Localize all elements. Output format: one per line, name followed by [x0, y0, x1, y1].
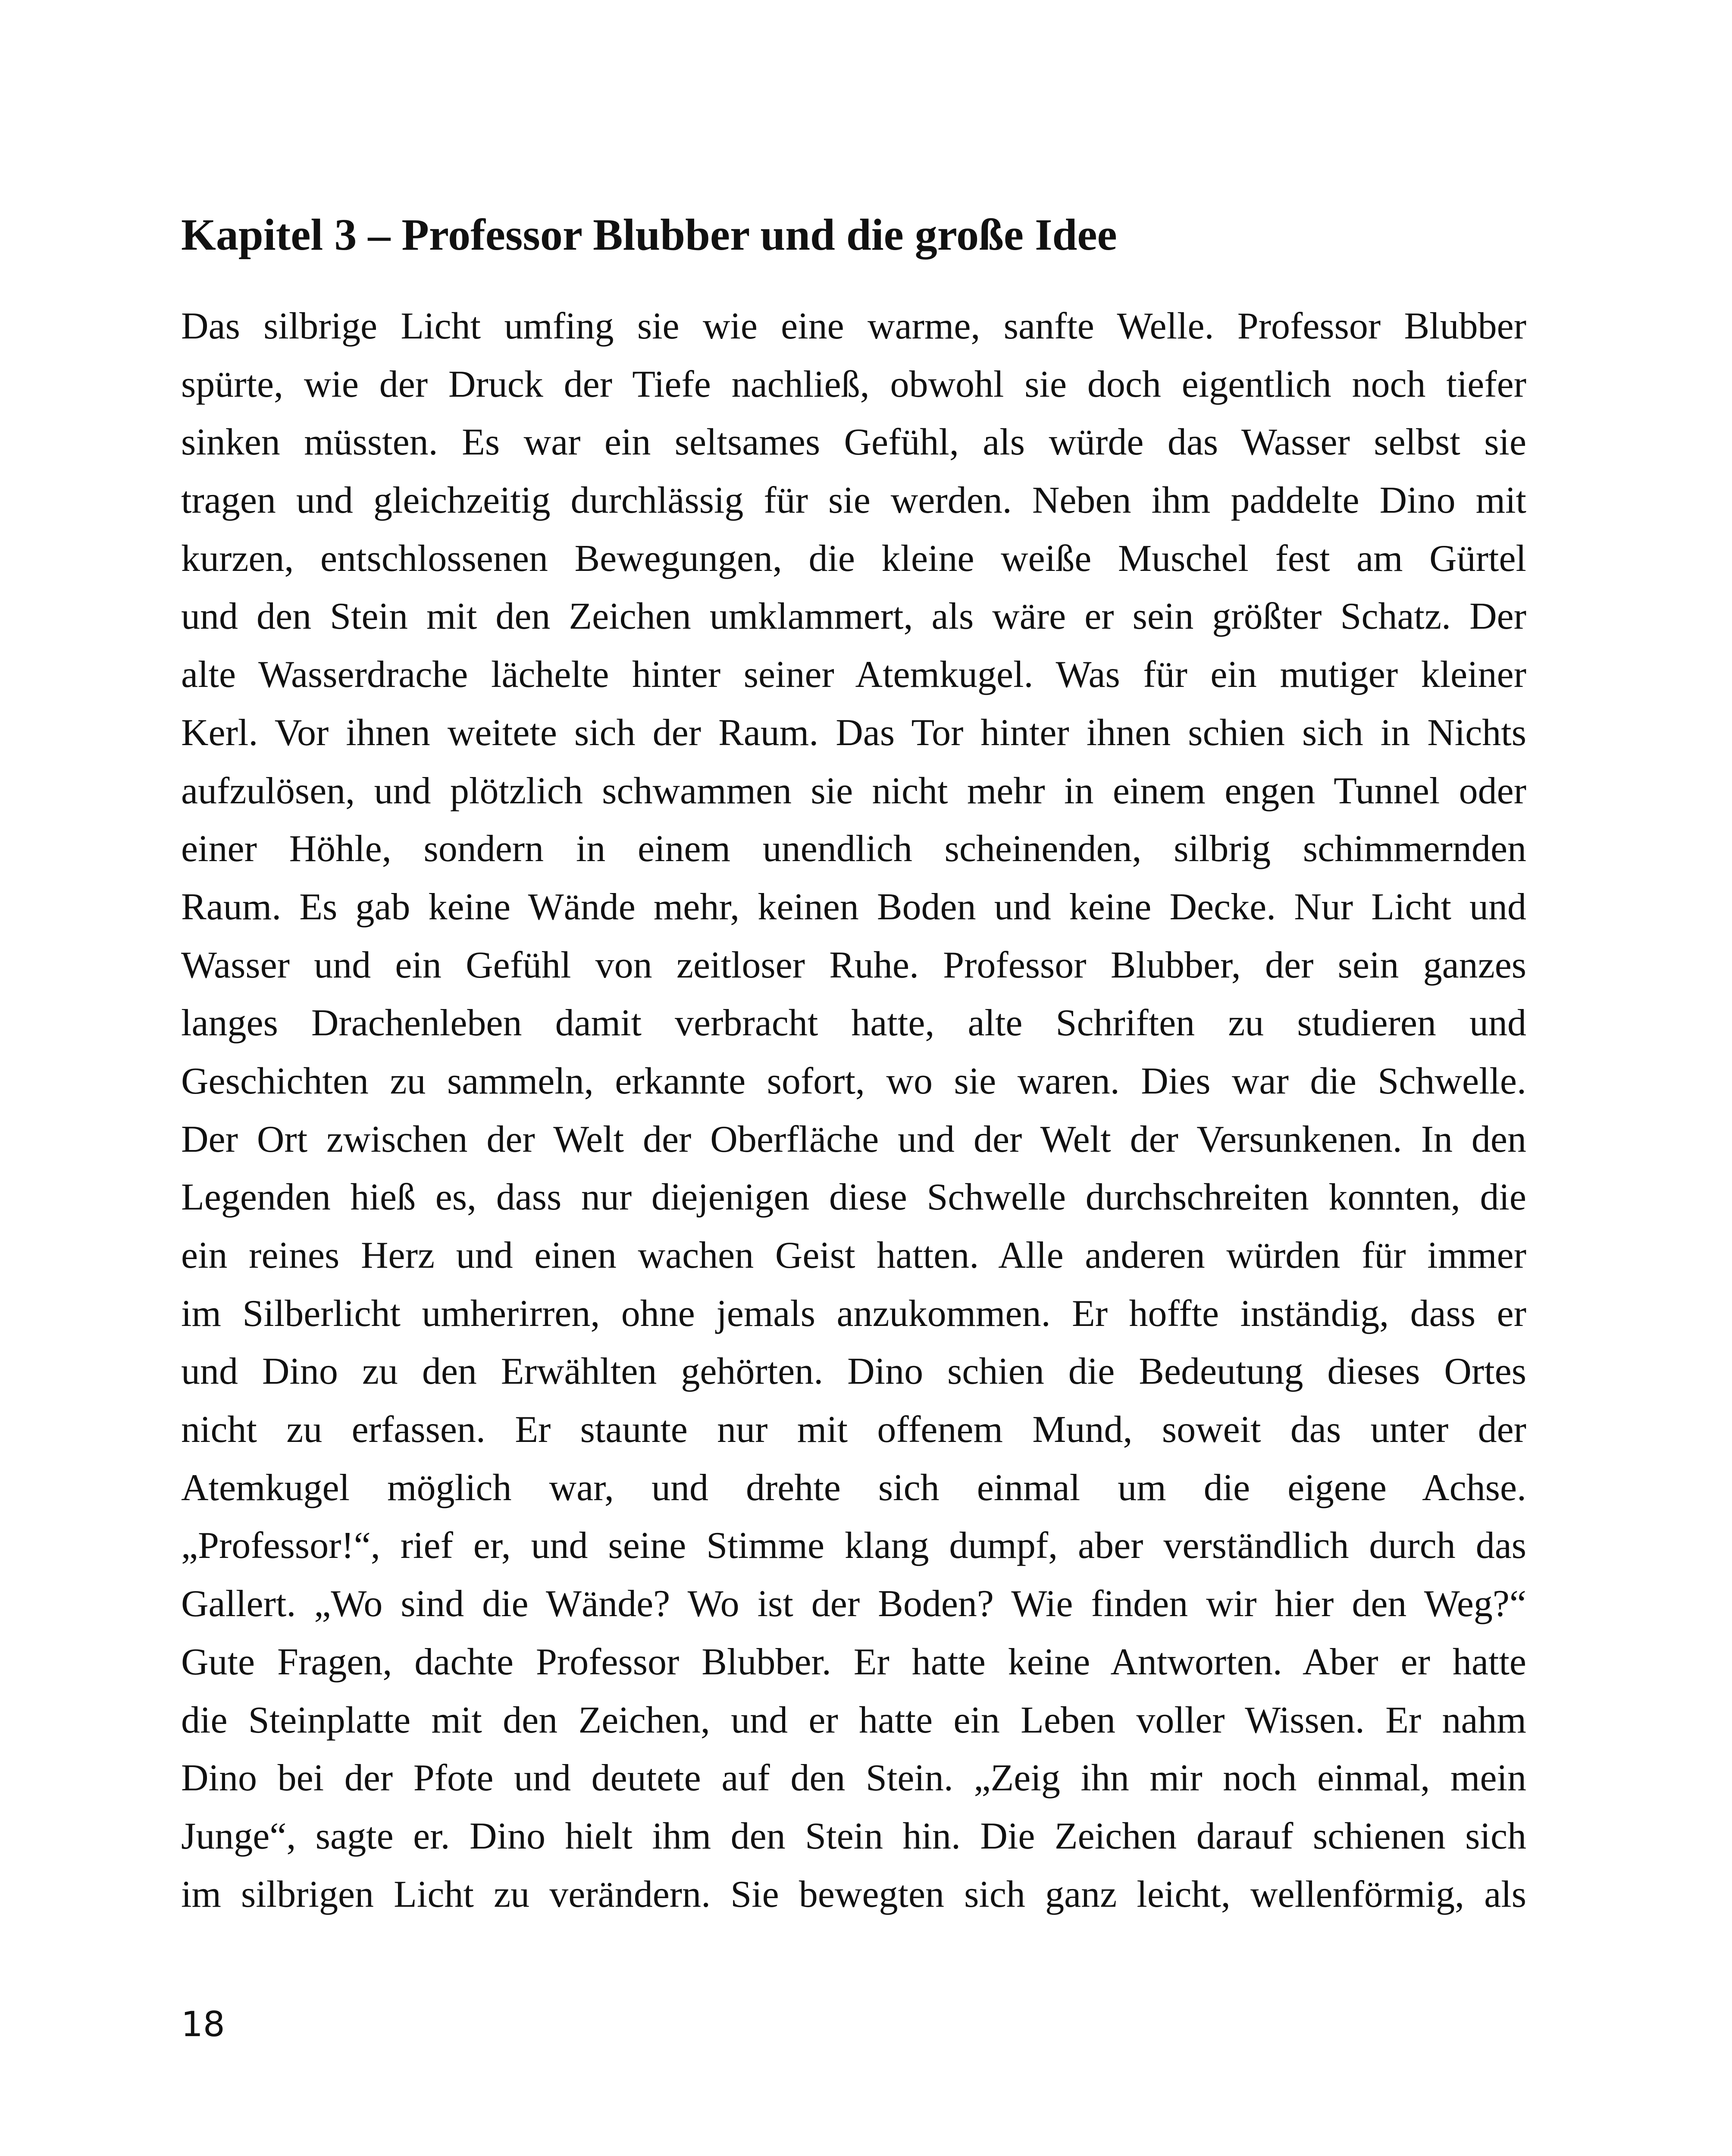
text-line: im Silberlicht umherirren, ohne jemals anzukommen. Er hoffte inständig, dass er: [181, 1292, 1526, 1335]
text-line: sinken müssten. Es war ein seltsames Gefühl, als würde das Wasser selbst sie: [181, 421, 1526, 464]
text-line: alte Wasserdrache lächelte hinter seiner Atemkugel. Was für ein mutiger kleiner: [181, 654, 1526, 696]
text-line: und den Stein mit den Zeichen umklammert, als wäre er sein größter Schatz. Der: [181, 595, 1526, 638]
page-number: 18: [181, 2004, 225, 2044]
text-line: Atemkugel möglich war, und drehte sich einmal um die eigene Achse.: [181, 1467, 1526, 1509]
text-line: einer Höhle, sondern in einem unendlich scheinenden, silbrig schimmernden: [181, 828, 1526, 870]
text-line: und Dino zu den Erwählten gehörten. Dino schien die Bedeutung dieses Ortes: [181, 1351, 1526, 1393]
text-line: „Professor!“, rief er, und seine Stimme klang dumpf, aber verständlich durch das: [181, 1525, 1526, 1567]
text-line: nicht zu erfassen. Er staunte nur mit offenem Mund, soweit das unter der: [181, 1409, 1526, 1451]
text-line: Der Ort zwischen der Welt der Oberfläche und der Welt der Versunkenen. In den: [181, 1118, 1526, 1160]
text-line: Geschichten zu sammeln, erkannte sofort, wo sie waren. Dies war die Schwelle.: [181, 1060, 1526, 1102]
text-line: Junge“, sagte er. Dino hielt ihm den Stein hin. Die Zeichen darauf schienen sich: [181, 1815, 1526, 1857]
text-line: im silbrigen Licht zu verändern. Sie bewegten sich ganz leicht, wellenförmig, als: [181, 1873, 1526, 1915]
text-line: tragen und gleichzeitig durchlässig für sie werden. Neben ihm paddelte Dino mit: [181, 479, 1526, 522]
text-line: aufzulösen, und plötzlich schwammen sie nicht mehr in einem engen Tunnel oder: [181, 770, 1526, 812]
text-line: Wasser und ein Gefühl von zeitloser Ruhe. Professor Blubber, der sein ganzes: [181, 944, 1526, 986]
text-line: die Steinplatte mit den Zeichen, und er hatte ein Leben voller Wissen. Er nahm: [181, 1699, 1526, 1741]
text-line: Legenden hieß es, dass nur diejenigen diese Schwelle durchschreiten konnten, die: [181, 1176, 1526, 1219]
text-line: Das silbrige Licht umfing sie wie eine warme, sanfte Welle. Professor Blubber: [181, 305, 1526, 347]
text-line: langes Drachenleben damit verbracht hatte, alte Schriften zu studieren und: [181, 1002, 1526, 1044]
text-line: Raum. Es gab keine Wände mehr, keinen Boden und keine Decke. Nur Licht und: [181, 886, 1526, 928]
text-line: kurzen, entschlossenen Bewegungen, die kleine weiße Muschel fest am Gürtel: [181, 537, 1526, 580]
text-line: Dino bei der Pfote und deutete auf den Stein. „Zeig ihn mir noch einmal, mein: [181, 1757, 1526, 1799]
text-line: Kerl. Vor ihnen weitete sich der Raum. Das Tor hinter ihnen schien sich in Nichts: [181, 711, 1526, 754]
text-line: spürte, wie der Druck der Tiefe nachließ, obwohl sie doch eigentlich noch tiefer: [181, 363, 1526, 405]
text-line: Gallert. „Wo sind die Wände? Wo ist der Boden? Wie finden wir hier den Weg?“: [181, 1583, 1526, 1625]
body-text: [181, 298, 1526, 1924]
chapter-title: Kapitel 3 – Professor Blubber und die große Idee: [181, 210, 1117, 260]
text-line: ein reines Herz und einen wachen Geist hatten. Alle anderen würden für immer: [181, 1235, 1526, 1276]
text-line: Gute Fragen, dachte Professor Blubber. Er hatte keine Antworten. Aber er hatte: [181, 1641, 1526, 1683]
